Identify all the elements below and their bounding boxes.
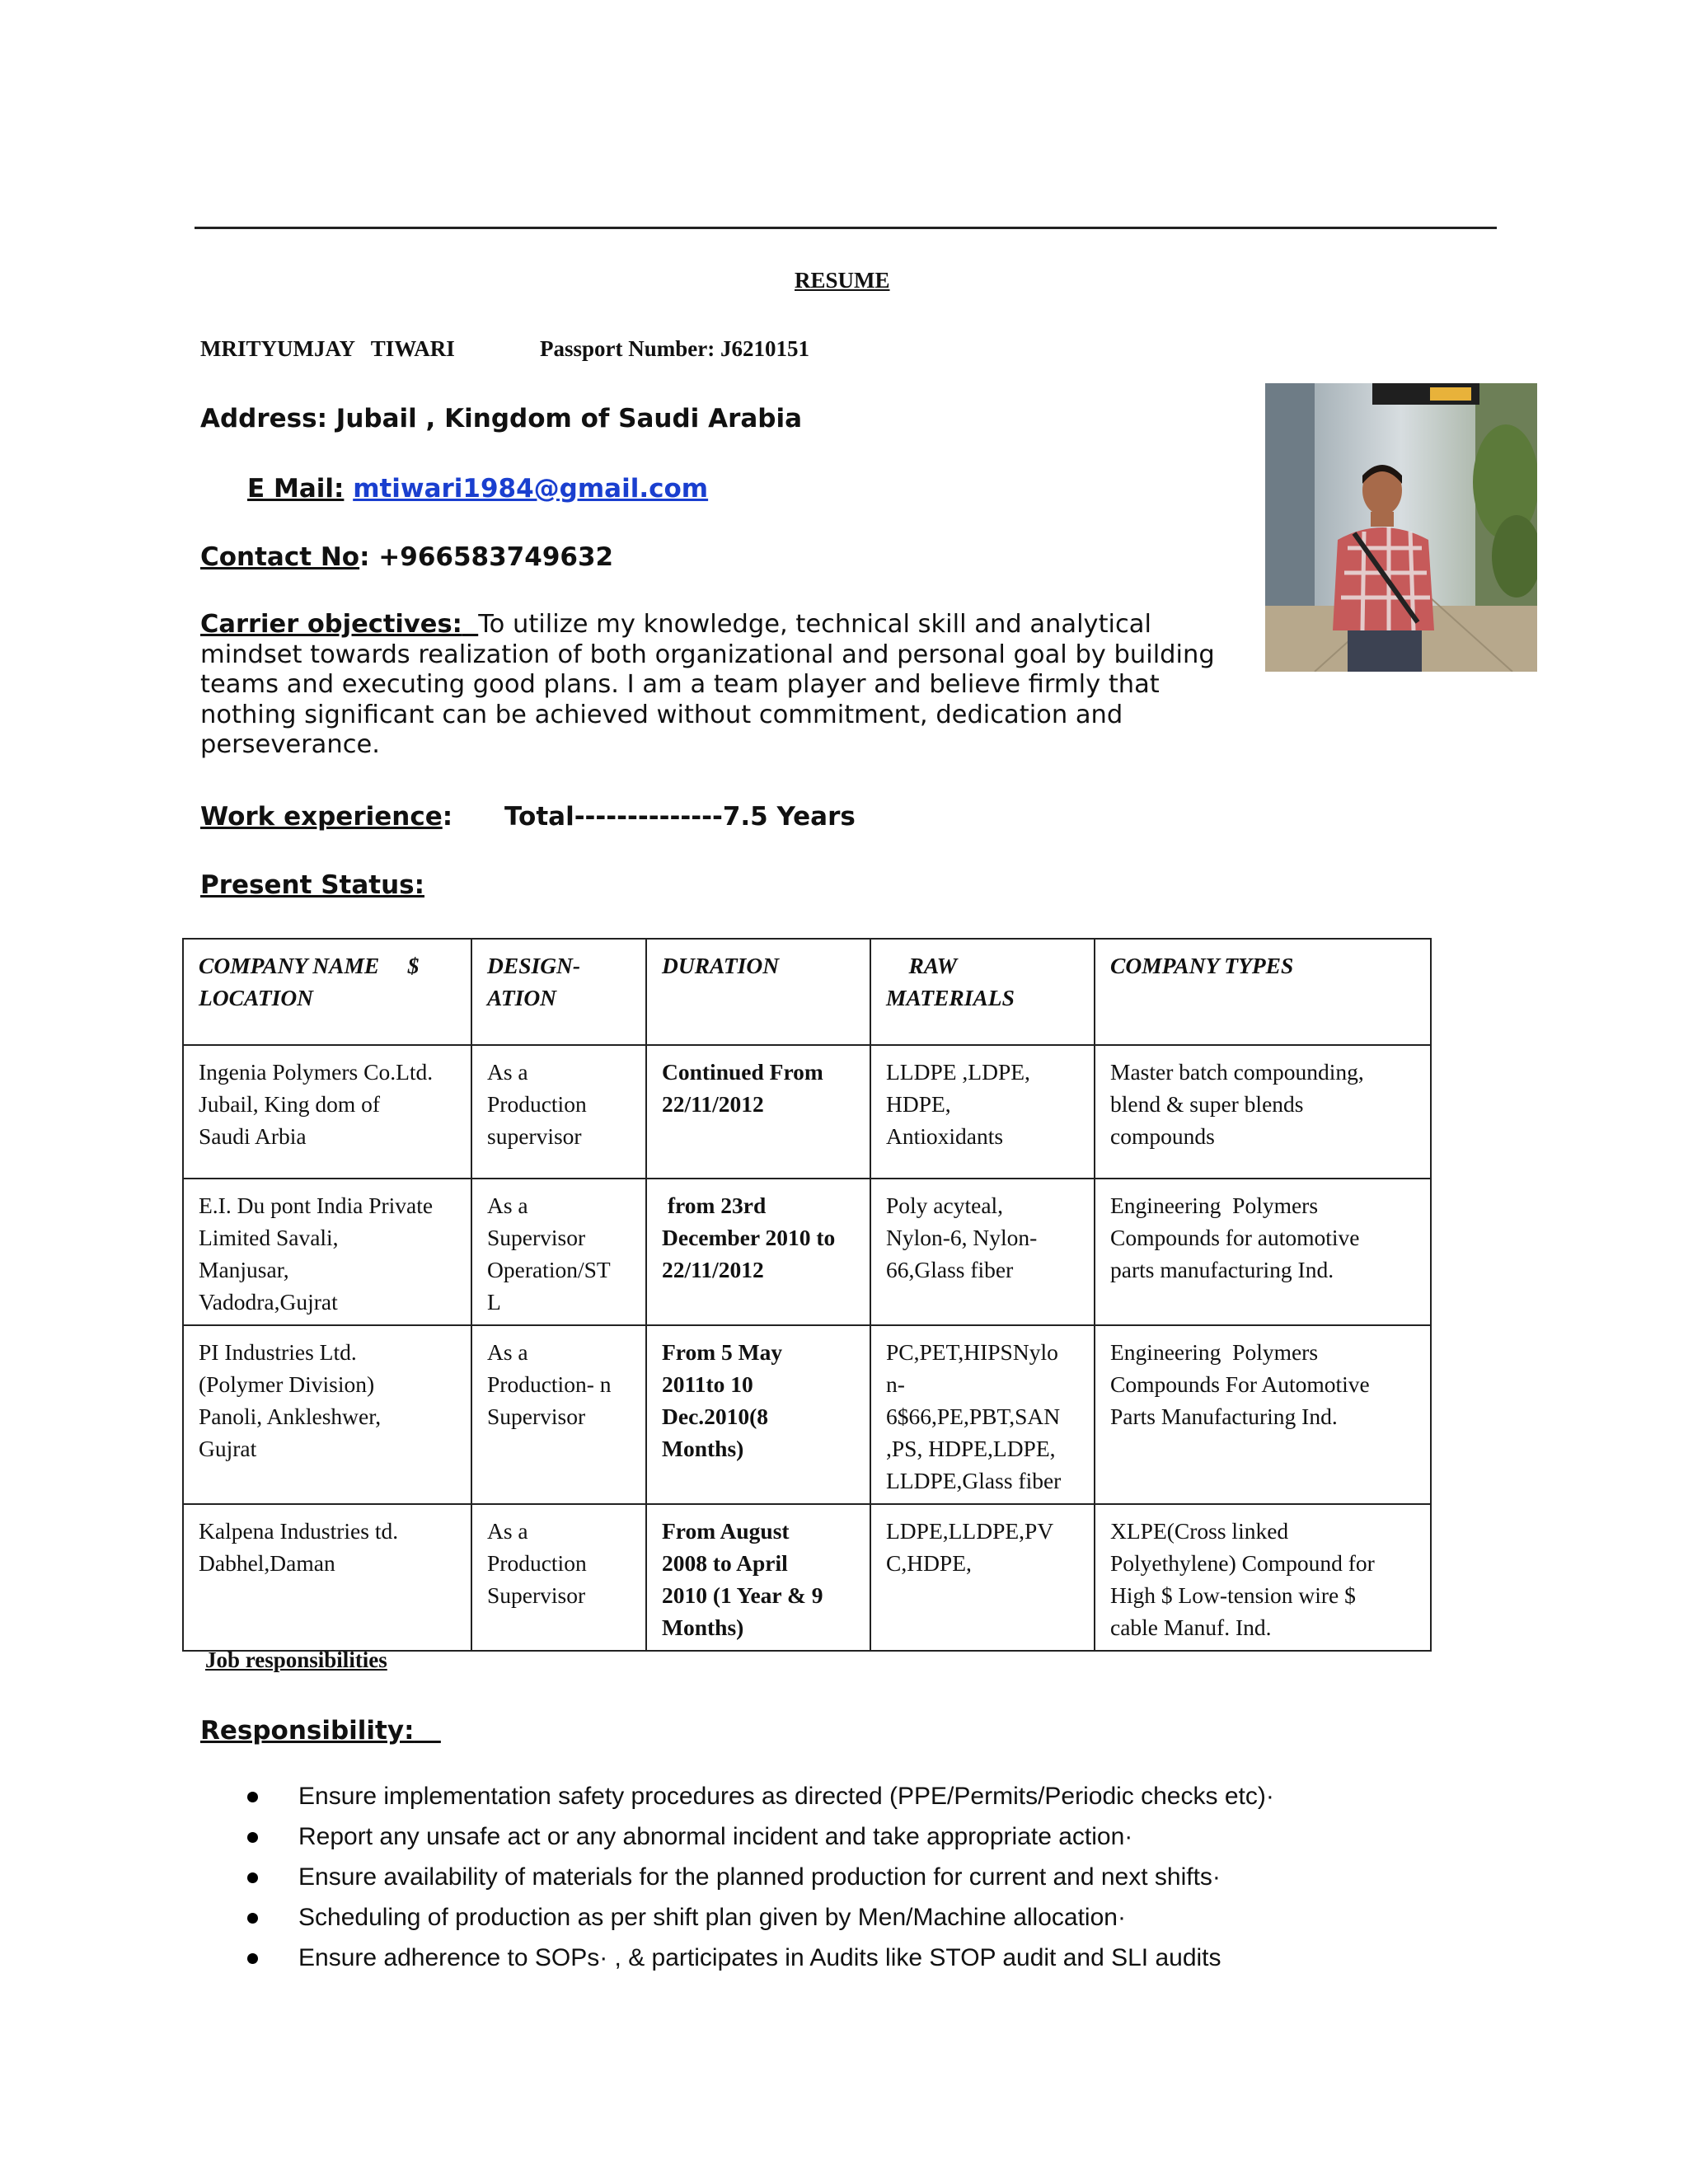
table-header-row <box>183 939 1431 1045</box>
cell-duration <box>646 1045 870 1179</box>
cell-text: compounds <box>1110 1123 1215 1149</box>
cell-text: From August <box>662 1518 790 1544</box>
objective-text: To utilize my knowledge, technical skill and analytical mindset towards realization of both organizational and personal goal by building teams and executing good plans. I am a team player and believe firmly that nothing significant can be achieved without commitment, dedication and perseverance. <box>200 610 1215 759</box>
cell-company <box>183 1325 471 1504</box>
list-item-text: Scheduling of production as per shift plan given by Men/Machine allocation· <box>298 1904 1126 1931</box>
email-link[interactable]: mtiwari1984@gmail.com <box>353 474 709 504</box>
header-company-location <box>183 939 471 1045</box>
career-objective <box>200 610 1222 761</box>
cell-text: L <box>487 1289 501 1315</box>
cell-text: HDPE, <box>886 1091 951 1117</box>
cell-text: ,PS, HDPE,LDPE, <box>886 1436 1056 1461</box>
table-row <box>183 1179 1431 1325</box>
cell-text: Production <box>487 1091 587 1117</box>
contact-number: : +966583749632 <box>359 542 614 572</box>
cell-text: Manjusar, <box>199 1257 289 1282</box>
cell-text: XLPE(Cross linked <box>1110 1518 1289 1544</box>
cell-text: from 23rd <box>662 1193 767 1218</box>
list-item <box>247 1783 1274 1823</box>
cell-company-type <box>1095 1325 1431 1504</box>
bullet-icon <box>247 1872 258 1883</box>
cell-text: 2008 to April <box>662 1550 788 1576</box>
cell-text: Vadodra,Gujrat <box>199 1289 338 1315</box>
cell-text: Ingenia Polymers Co.Ltd. <box>199 1059 434 1085</box>
table-row <box>183 1504 1431 1651</box>
bullet-icon <box>247 1913 258 1924</box>
email-label: E Mail: <box>247 474 345 504</box>
cell-text: parts manufacturing Ind. <box>1110 1257 1334 1282</box>
cell-text: High $ Low-tension wire $ <box>1110 1582 1356 1608</box>
experience-table <box>182 938 1432 1652</box>
cell-text: As a <box>487 1059 528 1085</box>
work-experience-label-row <box>200 802 452 832</box>
list-item <box>247 1904 1274 1944</box>
cell-text: Months) <box>662 1615 744 1640</box>
cell-text: From 5 May <box>662 1339 783 1365</box>
cell-text: Supervisor <box>487 1582 586 1608</box>
cell-text: supervisor <box>487 1123 582 1149</box>
job-responsibilities-heading: Job responsibilities <box>205 1647 387 1672</box>
cell-text: 6$66,PE,PBT,SAN <box>886 1404 1061 1429</box>
person-photo-icon <box>1265 383 1537 672</box>
present-status-heading: Present Status: <box>200 870 424 900</box>
cell-raw-materials <box>870 1045 1095 1179</box>
cell-text: 2011to 10 <box>662 1371 753 1397</box>
responsibility-heading <box>200 1716 441 1746</box>
cell-text: Jubail, King dom of <box>199 1091 380 1117</box>
cell-text: PC,PET,HIPSNylo <box>886 1339 1058 1365</box>
cell-text: Compounds For Automotive <box>1110 1371 1370 1397</box>
cell-text: LLDPE,Glass fiber <box>886 1468 1062 1493</box>
cell-text: n- <box>886 1371 905 1397</box>
cell-text: LLDPE ,LDPE, <box>886 1059 1030 1085</box>
bullet-icon <box>247 1832 258 1843</box>
cell-designation <box>471 1325 646 1504</box>
cell-text: Production <box>487 1550 587 1576</box>
header-text: DURATION <box>662 953 780 978</box>
cell-duration <box>646 1325 870 1504</box>
responsibility-list <box>247 1783 1274 1985</box>
cell-raw-materials <box>870 1179 1095 1325</box>
cell-designation <box>471 1179 646 1325</box>
cell-text: As a <box>487 1193 528 1218</box>
cell-text: 22/11/2012 <box>662 1257 764 1282</box>
cell-text: Panoli, Ankleshwer, <box>199 1404 382 1429</box>
header-text: MATERIALS <box>886 985 1015 1010</box>
cell-text: Continued From <box>662 1059 823 1085</box>
cell-raw-materials <box>870 1325 1095 1504</box>
cell-text: Supervisor <box>487 1404 586 1429</box>
passport-number: Passport Number: J6210151 <box>540 336 809 361</box>
list-item <box>247 1823 1274 1863</box>
contact-number-row <box>200 542 613 572</box>
table-row <box>183 1325 1431 1504</box>
cell-text: Master batch compounding, <box>1110 1059 1364 1085</box>
cell-company-type <box>1095 1179 1431 1325</box>
header-company-types <box>1095 939 1431 1045</box>
cell-text: Nylon-6, Nylon- <box>886 1225 1038 1250</box>
candidate-name: MRITYUMJAY TIWARI <box>200 336 455 361</box>
header-designation <box>471 939 646 1045</box>
bullet-icon <box>247 1953 258 1964</box>
work-experience-colon: : <box>442 802 453 832</box>
header-text: RAW <box>886 953 958 978</box>
cell-text: Engineering Polymers <box>1110 1193 1319 1218</box>
list-item <box>247 1863 1274 1904</box>
cell-text: Kalpena Industries td. <box>199 1518 399 1544</box>
cell-text: Dabhel,Daman <box>199 1550 335 1576</box>
cell-text: LDPE,LLDPE,PV <box>886 1518 1054 1544</box>
objective-label: Carrier objectives: <box>200 610 462 639</box>
cell-text: Antioxidants <box>886 1123 1004 1149</box>
cell-company <box>183 1045 471 1179</box>
list-item-text: Ensure implementation safety procedures as directed (PPE/Permits/Periodic checks etc)· <box>298 1783 1274 1810</box>
cell-text: Poly acyteal, <box>886 1193 1004 1218</box>
header-text: COMPANY TYPES <box>1110 953 1294 978</box>
responsibility-heading-text: Responsibility: <box>200 1716 415 1746</box>
cell-text: C,HDPE, <box>886 1550 972 1576</box>
cell-text: Months) <box>662 1436 744 1461</box>
header-text: COMPANY NAME $ <box>199 953 420 978</box>
document-title: RESUME <box>795 268 890 293</box>
cell-company-type <box>1095 1504 1431 1651</box>
cell-text: Saudi Arbia <box>199 1123 307 1149</box>
top-divider <box>195 227 1497 229</box>
email-row <box>247 474 708 504</box>
header-text: LOCATION <box>199 985 314 1010</box>
cell-text: As a <box>487 1339 528 1365</box>
cell-text: Limited Savali, <box>199 1225 339 1250</box>
cell-text: Gujrat <box>199 1436 257 1461</box>
cell-text: Supervisor <box>487 1225 586 1250</box>
cell-text: blend & super blends <box>1110 1091 1304 1117</box>
table-row <box>183 1045 1431 1179</box>
cell-text: Compounds for automotive <box>1110 1225 1360 1250</box>
cell-designation <box>471 1504 646 1651</box>
contact-label: Contact No <box>200 542 360 572</box>
cell-raw-materials <box>870 1504 1095 1651</box>
work-experience-label: Work experience <box>200 802 443 832</box>
header-text: DESIGN- <box>487 953 581 978</box>
cell-text: (Polymer Division) <box>199 1371 375 1397</box>
list-item-text: Report any unsafe act or any abnormal incident and take appropriate action· <box>298 1823 1133 1850</box>
cell-text: cable Manuf. Ind. <box>1110 1615 1272 1640</box>
address-line: Address: Jubail , Kingdom of Saudi Arabia <box>200 404 803 434</box>
list-item <box>247 1944 1274 1985</box>
cell-text: Engineering Polymers <box>1110 1339 1319 1365</box>
cell-duration <box>646 1179 870 1325</box>
header-duration <box>646 939 870 1045</box>
cell-text: Polyethylene) Compound for <box>1110 1550 1375 1576</box>
list-item-text: Ensure adherence to SOPs· , & participates in Audits like STOP audit and SLI audits <box>298 1944 1221 1971</box>
cell-text: E.I. Du pont India Private <box>199 1193 434 1218</box>
cell-company <box>183 1179 471 1325</box>
header-raw-materials <box>870 939 1095 1045</box>
bullet-icon <box>247 1792 258 1802</box>
cell-text: As a <box>487 1518 528 1544</box>
cell-text: December 2010 to <box>662 1225 836 1250</box>
cell-text: Parts Manufacturing Ind. <box>1110 1404 1338 1429</box>
cell-text: PI Industries Ltd. <box>199 1339 357 1365</box>
cell-text: 22/11/2012 <box>662 1091 764 1117</box>
cell-company <box>183 1504 471 1651</box>
list-item-text: Ensure availability of materials for the planned production for current and next shifts· <box>298 1863 1221 1891</box>
cell-text: 66,Glass fiber <box>886 1257 1014 1282</box>
cell-duration <box>646 1504 870 1651</box>
cell-designation <box>471 1045 646 1179</box>
cell-text: Production- n <box>487 1371 612 1397</box>
cell-text: Dec.2010(8 <box>662 1404 769 1429</box>
cell-company-type <box>1095 1045 1431 1179</box>
cell-text: 2010 (1 Year & 9 <box>662 1582 823 1608</box>
work-experience-total: Total--------------7.5 Years <box>504 802 856 832</box>
cell-text: Operation/ST <box>487 1257 611 1282</box>
header-text: ATION <box>487 985 557 1010</box>
